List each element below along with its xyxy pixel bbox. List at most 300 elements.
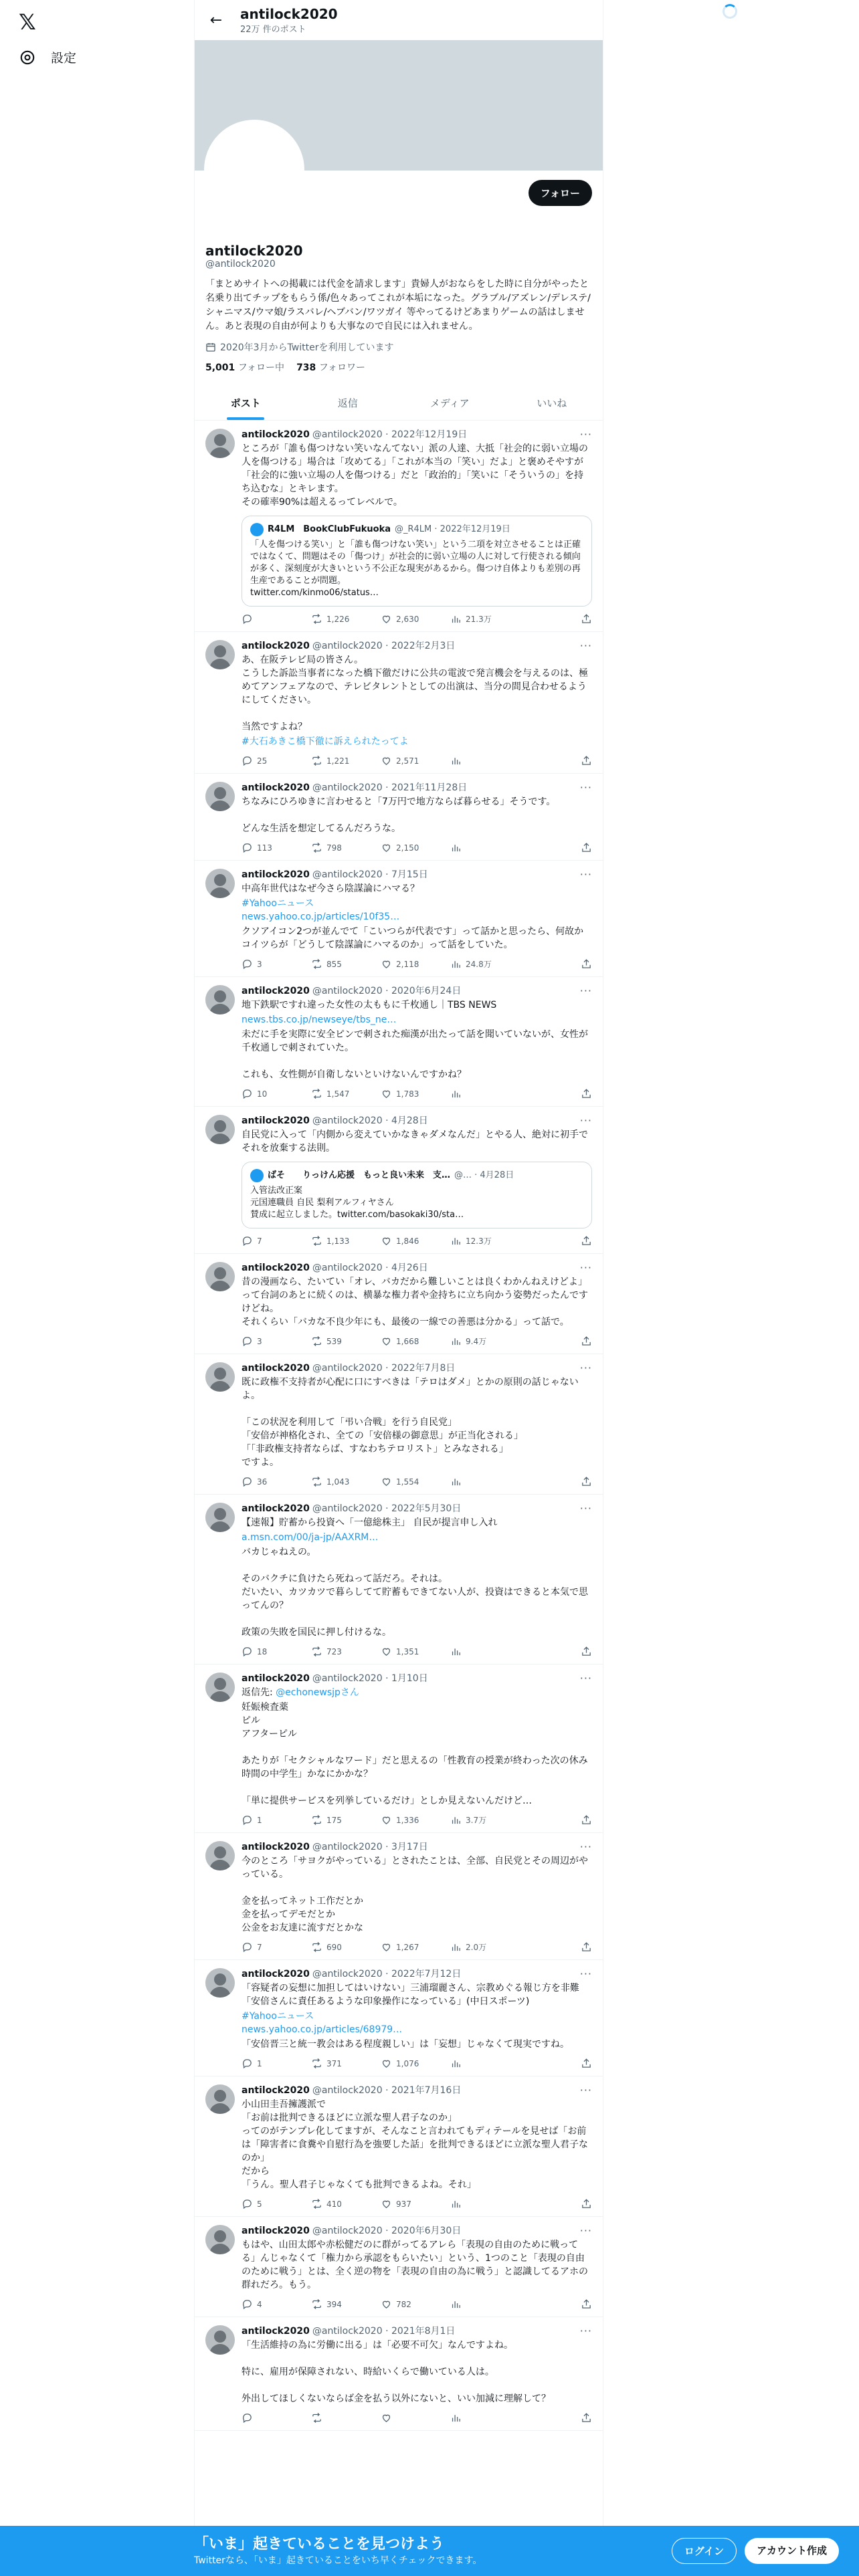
tweet-text: あ、在阪テレビ局の皆さん。 こうした訴訟当事者になった橋下徹だけに公共の電波で発言機会を与えるのは、極めてアンフェアなので、テレビタレントとしての出演は、当分の間見合わせるようにしてください。 当然ですよね？ — [242, 655, 588, 732]
tweet-actions — [242, 1235, 592, 1247]
tweet-avatar[interactable] — [205, 1841, 235, 1870]
like-button[interactable] — [381, 755, 450, 766]
like-button[interactable] — [381, 1235, 450, 1247]
retweet-button[interactable] — [311, 1235, 381, 1247]
like-count: 1,351 — [396, 1646, 419, 1656]
tweet[interactable] — [195, 1107, 603, 1254]
like-button[interactable] — [381, 2298, 450, 2310]
tweet-meta: @antilock2020 · 2021年7月16日 — [312, 2085, 462, 2096]
retweet-count: 855 — [326, 959, 342, 969]
quote-avatar — [250, 523, 264, 536]
tweet-link[interactable]: news.tbs.co.jp/newseye/tbs_ne… — [242, 1014, 397, 1025]
tweet-author-name[interactable]: antilock2020 — [242, 782, 310, 793]
like-count: 2,630 — [396, 614, 419, 624]
tweet-body — [242, 1841, 592, 1953]
reply-count: 18 — [257, 1646, 268, 1656]
like-icon — [381, 842, 392, 853]
tweet-author-name[interactable]: antilock2020 — [242, 429, 310, 440]
retweet-count: 410 — [326, 2199, 342, 2209]
cta-title: 「いま」起きていることを見つけよう — [194, 2535, 445, 2553]
tweet-author-name[interactable]: antilock2020 — [242, 986, 310, 996]
retweet-icon — [311, 1088, 322, 1099]
retweet-button[interactable] — [311, 2198, 381, 2210]
more-icon[interactable]: ··· — [579, 2224, 592, 2237]
reply-button[interactable] — [242, 2058, 311, 2069]
views-button[interactable] — [450, 1335, 520, 1347]
following-link[interactable] — [205, 360, 284, 374]
reply-button[interactable] — [242, 1476, 311, 1487]
share-icon — [581, 2412, 592, 2424]
views-icon — [450, 2412, 462, 2424]
like-icon — [381, 2412, 392, 2424]
tweet-author-name[interactable]: antilock2020 — [242, 869, 310, 880]
views-button[interactable] — [450, 2198, 520, 2210]
more-icon[interactable]: ··· — [579, 781, 592, 794]
tweet-body — [242, 429, 592, 625]
retweet-count: 690 — [326, 1942, 342, 1952]
follow-button[interactable]: フォロー — [529, 180, 592, 206]
tweet-meta: @antilock2020 · 4月26日 — [312, 1263, 428, 1273]
reply-icon — [242, 1646, 253, 1657]
reply-button[interactable] — [242, 842, 311, 853]
signup-button[interactable]: アカウント作成 — [745, 2538, 839, 2564]
tweet-author-name[interactable]: antilock2020 — [242, 1115, 310, 1126]
reply-icon — [242, 2198, 253, 2210]
loading-spinner-icon — [723, 4, 737, 19]
tweet-author-name[interactable]: antilock2020 — [242, 2085, 310, 2096]
tweet[interactable] — [195, 1960, 603, 2076]
tweet-actions — [242, 1814, 592, 1826]
tweet-text: 今のところ「サヨクがやっている」とされたことは、全部、自民党とその周辺がやっている。 金を払ってネット工作だとか 金を払ってデモだとか 公金をお友達に流すだとかな — [242, 1856, 588, 1933]
tweet-avatar[interactable] — [205, 640, 235, 669]
reply-icon — [242, 2058, 253, 2069]
reply-count: 7 — [257, 1236, 262, 1246]
reply-count: 3 — [257, 959, 262, 969]
tweet-author-name[interactable]: antilock2020 — [242, 1842, 310, 1852]
like-icon — [381, 2198, 392, 2210]
tweet-author-name[interactable]: antilock2020 — [242, 1503, 310, 1514]
like-count: 2,571 — [396, 756, 419, 766]
share-icon — [581, 1235, 592, 1247]
tab-replies[interactable]: 返信 — [337, 397, 358, 409]
more-icon[interactable]: ··· — [579, 868, 592, 881]
tweet-author-name[interactable]: antilock2020 — [242, 1363, 310, 1374]
tweet-header — [242, 1362, 592, 1374]
tweet-text-continued: クソアイコン2つが並んでて「こいつらが代表です」って話かと思ったら、何故かコイツらが「どうして陰謀論にハマるのか」って話をしていた。 — [242, 926, 584, 950]
retweet-icon — [311, 1235, 322, 1247]
more-icon[interactable]: ··· — [579, 1261, 592, 1274]
views-button[interactable] — [450, 1646, 520, 1657]
quote-header — [250, 1169, 583, 1182]
like-icon — [381, 1476, 392, 1487]
more-icon[interactable]: ··· — [579, 1502, 592, 1515]
share-button[interactable] — [581, 2058, 592, 2069]
reply-button[interactable] — [242, 958, 311, 970]
tweet-link[interactable]: #Yahooニュース news.yahoo.co.jp/articles/68979… — [242, 2011, 403, 2035]
tweet-header — [242, 1115, 592, 1127]
retweet-button[interactable] — [311, 1941, 381, 1953]
more-icon[interactable]: ··· — [579, 1114, 592, 1127]
tweet-body — [242, 1673, 592, 1826]
tweet[interactable] — [195, 977, 603, 1107]
share-icon — [581, 613, 592, 625]
tweet-meta: @antilock2020 · 2022年12月19日 — [312, 429, 468, 440]
tweet-author-name[interactable]: antilock2020 — [242, 1673, 310, 1684]
tweet-link[interactable]: a.msn.com/00/ja-jp/AAXRM… — [242, 1532, 379, 1543]
retweet-button[interactable] — [311, 1814, 381, 1826]
quote-meta: @… · 4月28日 — [454, 1170, 514, 1180]
profile-handle: @antilock2020 — [205, 259, 276, 270]
views-count: 12.3万 — [466, 1237, 492, 1246]
views-icon — [450, 1941, 462, 1953]
like-icon — [381, 755, 392, 766]
tweet-avatar[interactable] — [205, 782, 235, 811]
quote-tweet[interactable] — [242, 516, 592, 607]
settings-nav-item[interactable] — [19, 48, 76, 66]
views-button[interactable] — [450, 2298, 520, 2310]
views-button[interactable] — [450, 2412, 520, 2424]
reply-count: 10 — [257, 1089, 268, 1099]
views-button[interactable] — [450, 1941, 520, 1953]
tweet-header — [242, 2084, 592, 2097]
tweet[interactable] — [195, 1495, 603, 1665]
tweet[interactable] — [195, 632, 603, 774]
views-button[interactable] — [450, 958, 520, 970]
share-button[interactable] — [581, 1814, 592, 1826]
reply-icon — [242, 842, 253, 853]
tweet-link[interactable]: #大石あきこ橋下徹に訴えられたってよ — [242, 736, 409, 747]
tweet-actions — [242, 2058, 592, 2069]
like-button[interactable] — [381, 613, 450, 625]
reply-icon — [242, 1235, 253, 1247]
share-button[interactable] — [581, 1088, 592, 1099]
views-icon — [450, 1646, 462, 1657]
profile-avatar[interactable] — [204, 120, 304, 220]
tweet[interactable] — [195, 2076, 603, 2217]
views-button[interactable] — [450, 2058, 520, 2069]
tweet[interactable] — [195, 2217, 603, 2317]
quote-text: 入管法改正案 元国連職員 自民 梨利アルフィヤさん 賛成に起立しました。twitter.com/basokaki30/sta… — [250, 1186, 464, 1220]
retweet-button[interactable] — [311, 958, 381, 970]
tweet-body — [242, 1362, 592, 1487]
retweet-button[interactable] — [311, 2058, 381, 2069]
tweet[interactable] — [195, 1833, 603, 1960]
tab-media[interactable]: メディア — [430, 397, 470, 409]
more-icon[interactable]: ··· — [579, 1967, 592, 1980]
tweet-text: 中高年世代はなぜ今さら陰謀論にハマる？ — [242, 883, 419, 894]
reply-button[interactable] — [242, 613, 311, 625]
tweet-body — [242, 1115, 592, 1247]
reply-button[interactable] — [242, 755, 311, 766]
x-logo-icon[interactable]: 𝕏 — [19, 9, 36, 35]
reply-icon — [242, 2298, 253, 2310]
tweet[interactable] — [195, 2317, 603, 2431]
quote-author-name: ばそ りっけん応援 もっと良い未来 支… — [268, 1170, 451, 1180]
retweet-icon — [311, 1941, 322, 1953]
tweet-text: ちなみにひろゆきに言わせると「7万円で地方ならば暮らせる」そうです。 どんな生活を想定してるんだろうな。 — [242, 796, 556, 834]
more-icon[interactable]: ··· — [579, 639, 592, 652]
tweet-header — [242, 985, 592, 997]
views-button[interactable] — [450, 1235, 520, 1247]
reply-button[interactable] — [242, 2412, 311, 2424]
tweet-text: 自民党に入って「内側から変えていかなきゃダメなんだ」とやる人、絶対に初手でそれを放棄する法則。 — [242, 1130, 588, 1154]
more-icon[interactable]: ··· — [579, 2325, 592, 2337]
retweet-count: 539 — [326, 1336, 342, 1346]
tweet-actions — [242, 1646, 592, 1657]
share-button[interactable] — [581, 958, 592, 970]
views-icon — [450, 1335, 462, 1347]
followers-count: 738 — [296, 362, 316, 373]
reply-button[interactable] — [242, 1088, 311, 1099]
tweet-avatar[interactable] — [205, 2325, 235, 2355]
more-icon[interactable]: ··· — [579, 1672, 592, 1685]
tweet-author-name[interactable]: antilock2020 — [242, 1263, 310, 1273]
retweet-button[interactable] — [311, 1476, 381, 1487]
retweet-button[interactable] — [311, 1646, 381, 1657]
share-button[interactable] — [581, 1941, 592, 1953]
views-button[interactable] — [450, 1814, 520, 1826]
reply-button[interactable] — [242, 1335, 311, 1347]
tweet-header — [242, 1262, 592, 1274]
main-column — [194, 0, 603, 2576]
tweet-meta: @antilock2020 · 2022年2月3日 — [312, 641, 456, 651]
like-button[interactable] — [381, 1646, 450, 1657]
views-icon — [450, 958, 462, 970]
views-icon — [450, 613, 462, 625]
like-count: 1,076 — [396, 2058, 419, 2068]
like-count: 1,846 — [396, 1236, 419, 1246]
like-button[interactable] — [381, 2198, 450, 2210]
tweet-text: ところが「誰も傷つけない笑いなんてない」派の人達、大抵「社会的に弱い立場の人を傷つける」場合は「攻めてる」「これが本当の「笑い」だよ」と褒めそやすが「社会的に強い立場の人を傷つける」だと「政治的」「笑いに「そういうの」を持ち込むな」とキレます。 その確率90%は超えるってレベルで。 — [242, 443, 588, 508]
retweet-button[interactable] — [311, 2412, 381, 2424]
share-icon — [581, 1335, 592, 1347]
tweet-header — [242, 429, 592, 441]
tweet-avatar[interactable] — [205, 1503, 235, 1532]
share-icon — [581, 958, 592, 970]
calendar-icon — [205, 342, 216, 352]
tweet-body — [242, 2084, 592, 2210]
tweet-link[interactable]: #Yahooニュース news.yahoo.co.jp/articles/10f35… — [242, 898, 400, 922]
tweet-meta: @antilock2020 · 2020年6月24日 — [312, 986, 462, 996]
tweet-text: 既に政権不支持者が心配に口にすべきは「テロはダメ」とかの原則の話じゃないよ。 「この状況を利用して「弔い合戦」を行う自民党」 「安倍が神格化され、全ての「安倍様の御意思」が正当化される」 「「非政権支持者ならば、すなわちテロリスト」とみなされる」 ですよ。 — [242, 1377, 579, 1468]
share-button[interactable] — [581, 842, 592, 853]
like-button[interactable] — [381, 1941, 450, 1953]
like-icon — [381, 1646, 392, 1657]
tweet-header — [242, 1503, 592, 1515]
retweet-count: 175 — [326, 1815, 342, 1825]
tweet-body — [242, 2325, 592, 2424]
views-button[interactable] — [450, 1476, 520, 1487]
tweet-avatar[interactable] — [205, 869, 235, 898]
more-icon[interactable]: ··· — [579, 428, 592, 441]
like-icon — [381, 958, 392, 970]
tweet-meta: @antilock2020 · 2021年11月28日 — [312, 782, 468, 793]
reply-count: 25 — [257, 756, 268, 766]
views-button[interactable] — [450, 755, 520, 766]
reply-button[interactable] — [242, 1646, 311, 1657]
tweet-header — [242, 640, 592, 652]
tweet-meta: @antilock2020 · 4月28日 — [312, 1115, 428, 1126]
tweet[interactable] — [195, 1665, 603, 1833]
views-icon — [450, 1814, 462, 1826]
retweet-button[interactable] — [311, 613, 381, 625]
reply-button[interactable] — [242, 1235, 311, 1247]
tweet-avatar[interactable] — [205, 985, 235, 1014]
tab-posts[interactable]: ポスト — [195, 386, 297, 420]
like-button[interactable] — [381, 1088, 450, 1099]
reply-button[interactable] — [242, 2298, 311, 2310]
tweet-body — [242, 1968, 592, 2069]
following-count: 5,001 — [205, 362, 235, 373]
reply-icon — [242, 958, 253, 970]
views-button[interactable] — [450, 613, 520, 625]
views-count: 21.3万 — [466, 615, 492, 624]
like-icon — [381, 1335, 392, 1347]
share-button[interactable] — [581, 1646, 592, 1657]
tweet-body — [242, 1262, 592, 1347]
tweet[interactable] — [195, 421, 603, 632]
tweet-avatar[interactable] — [205, 1968, 235, 1998]
retweet-icon — [311, 2198, 322, 2210]
retweet-count: 394 — [326, 2299, 342, 2309]
more-icon[interactable]: ··· — [579, 984, 592, 997]
share-icon — [581, 842, 592, 853]
tweet-text: 妊娠検査薬 ピル アフターピル あたりが「セクシャルなワード」だと思えるの「性教育の授業が終わった次の休み時間の中学生」かなにかかな？ 「単に提供サービスを列挙しているだけ」としか見えないんだけど… — [242, 1702, 588, 1806]
like-icon — [381, 1814, 392, 1826]
views-icon — [450, 1476, 462, 1487]
followers-link[interactable] — [296, 360, 365, 374]
retweet-count: 1,133 — [326, 1236, 350, 1246]
retweet-button[interactable] — [311, 755, 381, 766]
tweet-author-name[interactable]: antilock2020 — [242, 2326, 310, 2337]
share-button[interactable] — [581, 2298, 592, 2310]
tweet-body — [242, 640, 592, 766]
tweet-avatar[interactable] — [205, 1115, 235, 1144]
like-button[interactable] — [381, 1335, 450, 1347]
following-label: フォロー中 — [237, 362, 285, 373]
views-count: 24.8万 — [466, 960, 492, 969]
tweet-avatar[interactable] — [205, 429, 235, 458]
retweet-button[interactable] — [311, 1335, 381, 1347]
share-button[interactable] — [581, 755, 592, 766]
tweet-actions — [242, 842, 592, 853]
joined-date — [195, 340, 603, 354]
tweet-text-continued: 未だに手を実際に安全ピンで刺された痴漢が出たって話を聞いていないが、女性が千枚通しで刺されていた。 これも、女性側が自衛しないといけないんですかね？ — [242, 1029, 588, 1080]
tweet[interactable] — [195, 1254, 603, 1354]
like-count: 1,783 — [396, 1089, 419, 1099]
tweet-actions — [242, 1476, 592, 1487]
reply-to-label: 返信先: — [242, 1687, 276, 1698]
more-icon[interactable]: ··· — [579, 1840, 592, 1853]
like-button[interactable] — [381, 2058, 450, 2069]
tweet-author-name[interactable]: antilock2020 — [242, 1969, 310, 1979]
tweet-actions — [242, 2198, 592, 2210]
views-button[interactable] — [450, 1088, 520, 1099]
views-icon — [450, 2058, 462, 2069]
tweet-text: もはや、山田太郎や赤松健だのに群がってるアレら「表現の自由のために戦ってる」んじゃなくて「権力から承認をもらいたい」という、1つのこと「表現の自由のために戦う」とは、全く逆の物を「表現の自由の為に戦う」と認識してるアホの群れだろ。もう。 — [242, 2240, 588, 2290]
share-icon — [581, 755, 592, 766]
more-icon[interactable]: ··· — [579, 2084, 592, 2097]
tweet-author-name[interactable]: antilock2020 — [242, 641, 310, 651]
retweet-count: 1,226 — [326, 614, 350, 624]
like-icon — [381, 1088, 392, 1099]
tweet-avatar[interactable] — [205, 1362, 235, 1392]
views-button[interactable] — [450, 842, 520, 853]
tweet-body — [242, 869, 592, 970]
profile-topbar — [195, 0, 603, 40]
more-icon[interactable]: ··· — [579, 1362, 592, 1374]
share-button[interactable] — [581, 1335, 592, 1347]
share-button[interactable] — [581, 1476, 592, 1487]
retweet-icon — [311, 1646, 322, 1657]
tweet[interactable] — [195, 1354, 603, 1495]
like-count: 2,150 — [396, 843, 419, 853]
retweet-count: 798 — [326, 843, 342, 853]
views-icon — [450, 1235, 462, 1247]
back-arrow-icon[interactable]: ← — [209, 11, 223, 29]
settings-label: 設定 — [51, 51, 77, 66]
share-button[interactable] — [581, 613, 592, 625]
retweet-icon — [311, 2412, 322, 2424]
like-button[interactable] — [381, 1814, 450, 1826]
retweet-icon — [311, 1335, 322, 1347]
tweet-actions — [242, 1941, 592, 1953]
left-nav — [0, 0, 194, 2576]
quote-tweet[interactable] — [242, 1162, 592, 1228]
share-button[interactable] — [581, 1235, 592, 1247]
tweet-body — [242, 782, 592, 853]
login-button[interactable]: ログイン — [672, 2538, 737, 2564]
retweet-icon — [311, 1814, 322, 1826]
reply-count: 7 — [257, 1942, 262, 1952]
tweet[interactable] — [195, 861, 603, 977]
views-count: 3.7万 — [466, 1816, 487, 1825]
views-icon — [450, 2198, 462, 2210]
tweet-avatar[interactable] — [205, 1262, 235, 1291]
like-button[interactable] — [381, 958, 450, 970]
like-button[interactable] — [381, 1476, 450, 1487]
tweet-actions — [242, 613, 592, 625]
retweet-count: 1,043 — [326, 1477, 350, 1487]
tweet-author-name[interactable]: antilock2020 — [242, 2226, 310, 2236]
tweet-avatar[interactable] — [205, 2084, 235, 2114]
header-name: antilock2020 — [240, 5, 338, 22]
tweet-text: 昔の漫画なら、たいてい「オレ、バカだから難しいことは良くわかんねえけどよ」って台詞のあとに続くのは、横暴な権力者や金持ちに立ち向かう姿勢だったんですけどね。 それくらい「バカな不良少年にも、最後の一線での善悪は分かる」って話で。 — [242, 1277, 588, 1327]
retweet-button[interactable] — [311, 2298, 381, 2310]
reply-button[interactable] — [242, 1941, 311, 1953]
retweet-icon — [311, 613, 322, 625]
tab-likes[interactable]: いいね — [537, 397, 567, 409]
retweet-button[interactable] — [311, 1088, 381, 1099]
quote-header — [250, 523, 583, 536]
reply-count: 5 — [257, 2199, 262, 2209]
share-button[interactable] — [581, 2412, 592, 2424]
reply-to — [242, 1686, 592, 1699]
like-button[interactable] — [381, 842, 450, 853]
share-button[interactable] — [581, 2198, 592, 2210]
reply-icon — [242, 1088, 253, 1099]
tweet-avatar[interactable] — [205, 1673, 235, 1702]
tweet-avatar[interactable] — [205, 2225, 235, 2254]
retweet-button[interactable] — [311, 842, 381, 853]
reply-to-handle[interactable]: @echonewsjpさん — [276, 1687, 359, 1698]
like-button[interactable] — [381, 2412, 450, 2424]
reply-button[interactable] — [242, 2198, 311, 2210]
tweet[interactable] — [195, 774, 603, 861]
tweet-text: 「生活維持の為に労働に出る」は「必要不可欠」なんですよね。 特に、雇用が保障されない、時給いくらで働いている人は。 外出してほしくないならば金を払う以外にないと、いい加減に理解して？ — [242, 2340, 551, 2404]
tweet-text: 「容疑者の妄想に加担してはいけない」三浦瑠麗さん、宗教めぐる報じ方を非難「安倍さんに責任あるような印象操作になっている」(中日スポーツ) — [242, 1983, 579, 2007]
reply-button[interactable] — [242, 1814, 311, 1826]
